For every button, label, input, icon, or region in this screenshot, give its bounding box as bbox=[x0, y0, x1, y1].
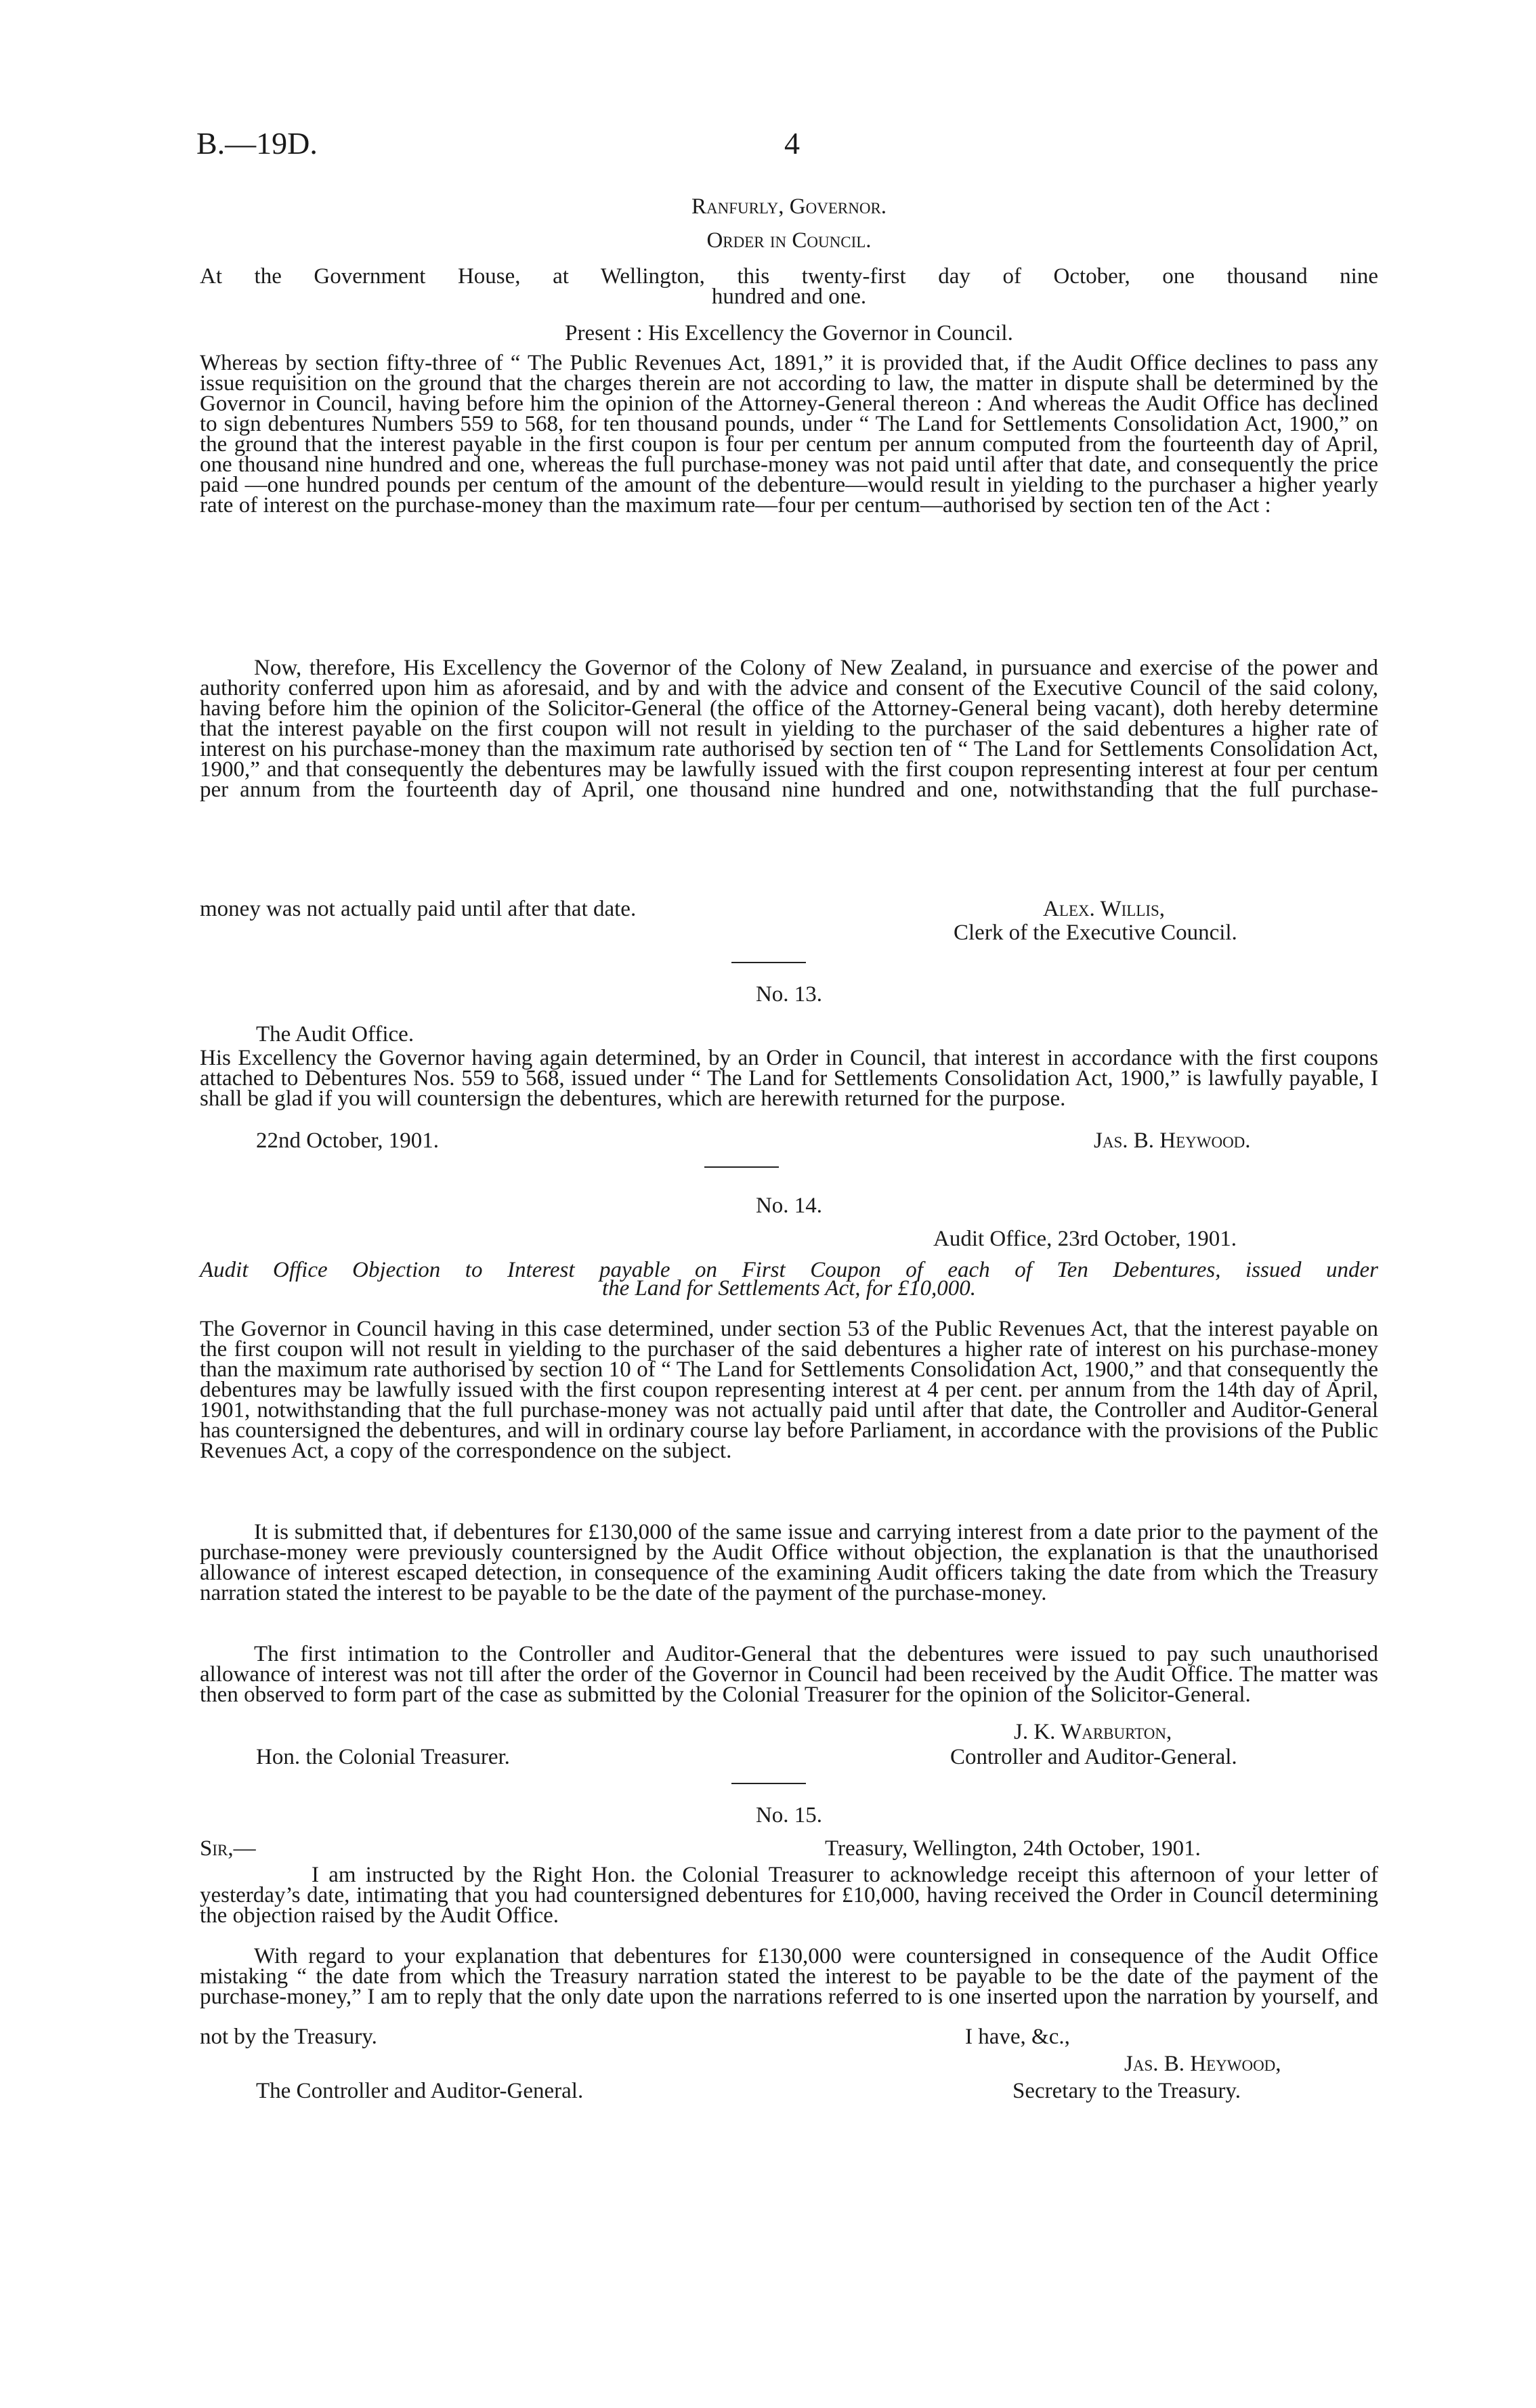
order-place-line: At the Government House, at Wellington, this twenty-first day of October, one thousand nine bbox=[200, 264, 1378, 289]
no14-paragraph-2: It is submitted that, if debentures for £130,000 of the same issue and carrying interest from a date prior to the payment of the purchase-money were previously countersigned by the Audit Office without objection, the explanation is that the unauthorised allowance of interest escaped detection, in consequence of the examining Audit officers taking the date from which the Treasury narration stated the interest to be payable to be the date of the payment of the purchase-money. bbox=[200, 1520, 1378, 1605]
no14-signature-title: Controller and Auditor-General. bbox=[950, 1745, 1237, 1769]
no15-number: No. 15. bbox=[755, 1803, 823, 1828]
no15-salutation: Sir,— bbox=[200, 1836, 256, 1861]
order-paragraph-1: Whereas by section fifty-three of “ The Public Revenues Act, 1891,” it is provided that, if the Audit Office declines to pass any issue requisition on the ground that the charges therein are not according to law, the matter in dispute shall be determined by the Governor in Council, having before him the opinion of the Attorney-General thereon : And whereas the Audit Office has declined to sign debentures Numbers 559 to 568, for ten thousand pounds, under “ The Land for Settlements Consolidation Act, 1900,” on the ground that the interest payable in the first coupon is four per centum per annum computed from the fourteenth day of April, one thousand nine hundred and one, whereas the full purchase-money was not paid until after that date, and consequently the price paid —one hundred pounds per centum of the amount of the debenture—would result in yielding to the purchaser a higher yearly rate of interest on the purchase-money than the maximum rate—four per centum—authorised by section ten of the Act : bbox=[200, 351, 1378, 517]
no13-body: His Excellency the Governor having again determined, by an Order in Council, that interest in accordance with the first coupons attached to Debentures Nos. 559 to 568, issued under “ The Land for Settlements Consolidation Act, 1900,” is lawfully payable, I shall be glad if you will countersign the debentures, which are herewith returned for the purpose. bbox=[200, 1046, 1378, 1111]
no15-paragraph-1: I am instructed by the Right Hon. the Colonial Treasurer to acknowledge receipt this afternoon of your letter of yesterday’s date, intimating that you had countersigned debentures for £10,000, having received the Order in Council determining the objection raised by the Audit Office. bbox=[200, 1863, 1378, 1928]
order-signature-name: Alex. Willis, bbox=[1043, 897, 1166, 921]
no15-paragraph-2-end: not by the Treasury. bbox=[200, 2025, 377, 2049]
section-divider bbox=[731, 1783, 806, 1784]
governor-line: Ranfurly, Governor. bbox=[691, 194, 887, 219]
no14-title-line-1: Audit Office Objection to Interest payable on First Coupon of each of Ten Debentures, issued under bbox=[200, 1258, 1378, 1282]
no14-paragraph-3: The first intimation to the Controller and Auditor-General that the debentures were issued to pay such unauthorised allowance of interest was not till after the order of the Governor in Council had been received by the Audit Office. The matter was then observed to form part of the case as submitted by the Colonial Treasurer for the opinion of the Solicitor-General. bbox=[200, 1642, 1378, 1707]
order-signature-title: Clerk of the Executive Council. bbox=[954, 921, 1237, 945]
no13-signature: Jas. B. Heywood. bbox=[1094, 1128, 1251, 1153]
section-divider bbox=[704, 1166, 779, 1168]
no15-paragraph-2: With regard to your explanation that debentures for £130,000 were countersigned in consequence of the Audit Office mistaking “ the date from which the Treasury narration stated the interest to be payable to be the date of the payment of the purchase-money,” I am to reply that the only date upon the narrations referred to is one inserted upon the narration by yourself, and bbox=[200, 1944, 1378, 2009]
order-paragraph-2-end: money was not actually paid until after that date. bbox=[200, 897, 637, 921]
no14-number: No. 14. bbox=[755, 1194, 823, 1218]
no15-addressee: The Controller and Auditor-General. bbox=[256, 2079, 584, 2103]
series-reference: B.—19D. bbox=[196, 126, 318, 161]
no15-place-date: Treasury, Wellington, 24th October, 1901. bbox=[825, 1836, 1201, 1861]
order-present: Present : His Excellency the Governor in Council. bbox=[565, 321, 1013, 345]
no15-signature-title: Secretary to the Treasury. bbox=[1012, 2079, 1241, 2103]
page-number: 4 bbox=[784, 126, 800, 161]
no14-signature-name: J. K. Warburton, bbox=[1014, 1720, 1172, 1744]
order-place-line-2: hundred and one. bbox=[711, 284, 867, 309]
no15-closing: I have, &c., bbox=[965, 2025, 1070, 2049]
no13-number: No. 13. bbox=[755, 982, 823, 1007]
no14-addressee: Hon. the Colonial Treasurer. bbox=[256, 1745, 510, 1769]
no14-paragraph-1: The Governor in Council having in this case determined, under section 53 of the Public Revenues Act, that the interest payable on the first coupon will not result in yielding to the purchaser of the said debentures a higher rate of interest on his purchase-money than the maximum rate authorised by section 10 of “ The Land for Settlements Consolidation Act, 1900,” and that consequently the debentures may be lawfully issued with the first coupon representing interest at 4 per cent. per annum from the 14th day of April, 1901, notwithstanding that the full purchase-money was not actually paid until after that date, the Controller and Auditor-General has countersigned the debentures, and will in ordinary course lay before Parliament, in accordance with the provisions of the Public Revenues Act, a copy of the correspondence on the subject. bbox=[200, 1317, 1378, 1463]
no15-signature-name: Jas. B. Heywood, bbox=[1124, 2052, 1281, 2076]
no13-addressee: The Audit Office. bbox=[256, 1022, 414, 1047]
no14-title-line-2: the Land for Settlements Act, for £10,000. bbox=[601, 1276, 977, 1301]
order-paragraph-2: Now, therefore, His Excellency the Governor of the Colony of New Zealand, in pursuance and exercise of the power and authority conferred upon him as aforesaid, and by and with the advice and consent of the Executive Council of the said colony, having before him the opinion of the Solicitor-General (the office of the Attorney-General being vacant), doth hereby determine that the interest payable on the first coupon will not result in yielding to the purchaser of the said debentures a higher rate of interest on his purchase-money than the maximum rate authorised by section ten of “ The Land for Settlements Consolidation Act, 1900,” and that consequently the debentures may be lawfully issued with the first coupon representing interest at four per centum per annum from the fourteenth day of April, one thousand nine hundred and one, notwithstanding that the full purchase- bbox=[200, 656, 1378, 802]
no14-place-date: Audit Office, 23rd October, 1901. bbox=[933, 1227, 1237, 1251]
no13-date: 22nd October, 1901. bbox=[256, 1128, 439, 1153]
section-divider bbox=[731, 962, 806, 963]
order-heading: Order in Council. bbox=[706, 228, 872, 253]
